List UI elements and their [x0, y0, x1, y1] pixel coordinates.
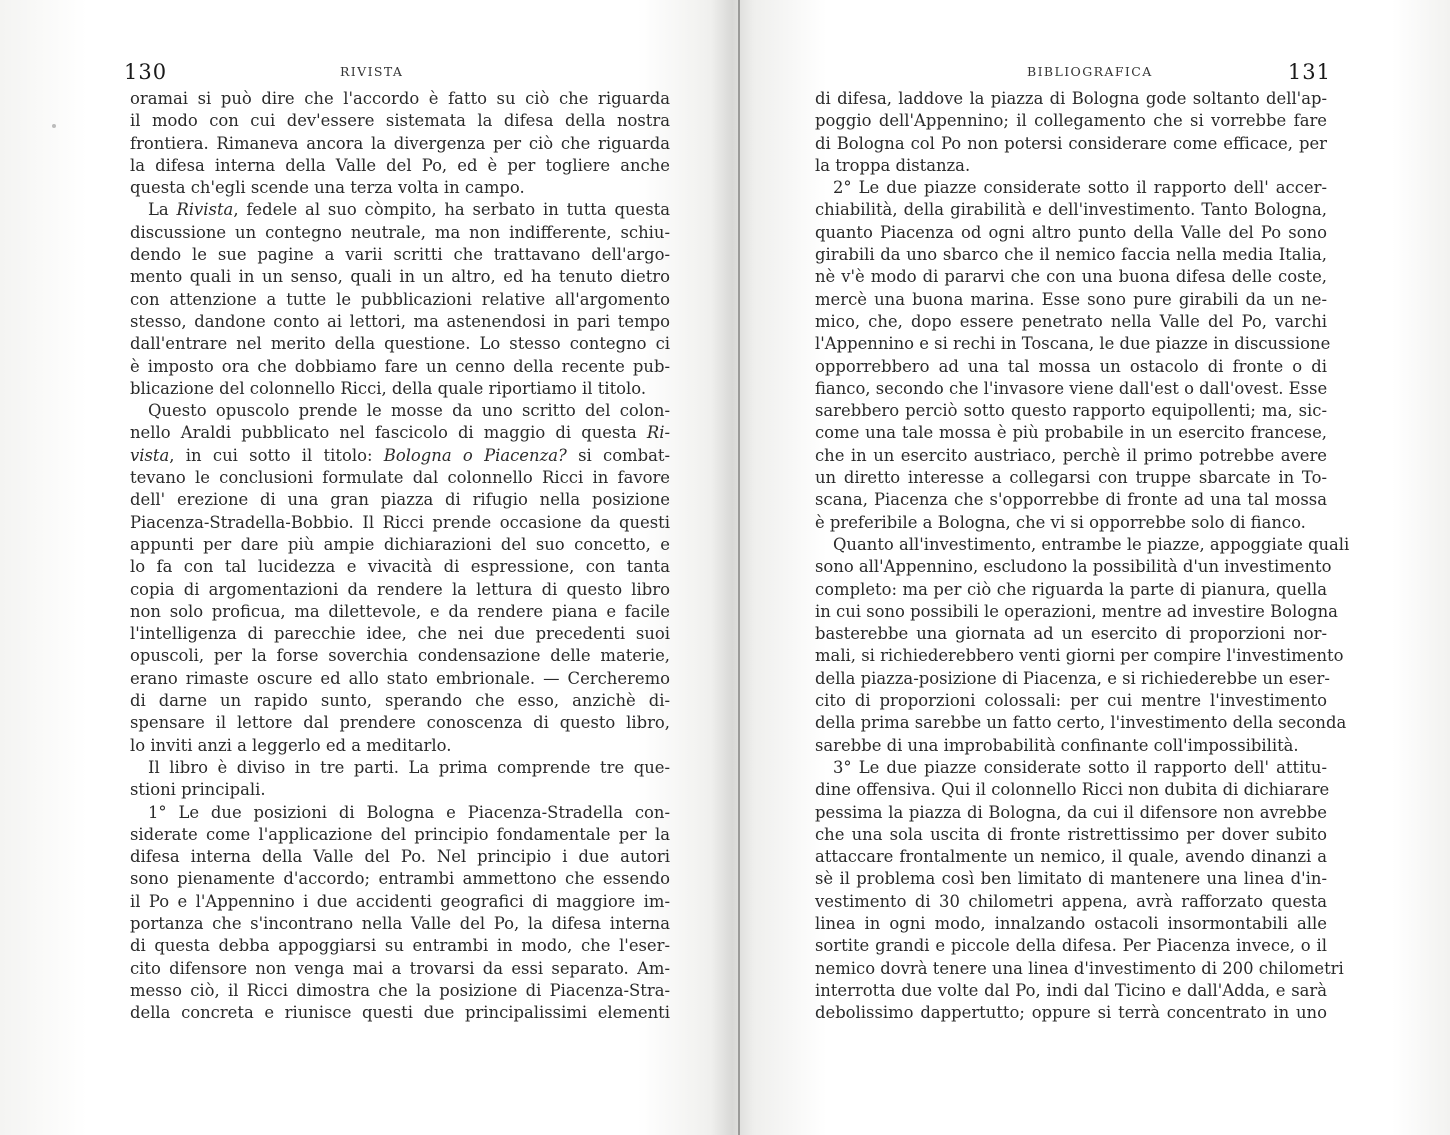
text-line: spensare il lettore dal prendere conoscenza di questo libro,	[130, 713, 670, 733]
right-page-header	[815, 60, 1331, 86]
text-line: La Rivista, fedele al suo còmpito, ha serbato in tutta questa	[148, 200, 670, 220]
text-line: attaccare frontalmente un nemico, il quale, avendo dinanzi a	[815, 847, 1327, 867]
text-line: dine offensiva. Qui il colonnello Ricci non dubita di dichiarare	[815, 780, 1330, 800]
text-line: copia di argomentazioni da rendere la lettura di questo libro	[130, 579, 670, 599]
text-line: come una tale mossa è più probabile in un esercito francese,	[815, 423, 1327, 443]
text-line: dell' erezione di una gran piazza di rifugio nella posizione	[130, 490, 670, 510]
left-page-header	[124, 60, 670, 86]
text-line: dall'entrare nel merito della questione. Lo stesso contegno ci	[130, 334, 670, 354]
text-line: in cui sono possibili le operazioni, mentre ad investire Bologna	[815, 601, 1338, 621]
text-line: è preferibile a Bologna, che vi si opporrebbe solo di fianco.	[815, 512, 1306, 532]
text-line: l'intelligenza di parecchie idee, che nei due precedenti suoi	[130, 624, 670, 644]
text-line: la difesa interna della Valle del Po, ed è per togliere anche	[130, 155, 670, 175]
paper-speck	[52, 124, 56, 128]
text-line: mico, che, dopo essere penetrato nella Valle del Po, varchi	[815, 311, 1327, 331]
text-line: completo: ma per ciò che riguarda la parte di pianura, quella	[815, 579, 1327, 599]
text-line: di questa debba appoggiarsi su entrambi in modo, che l'eser-	[130, 936, 670, 956]
text-line: di difesa, laddove la piazza di Bologna gode soltanto dell'ap-	[815, 89, 1327, 108]
text-line: messo ciò, il Ricci dimostra che la posizione di Piacenza-Stra-	[130, 980, 670, 1000]
text-line: un diretto interesse a collegarsi con truppe sbarcate in To-	[815, 468, 1327, 488]
text-line: questa ch'egli scende una terza volta in campo.	[130, 178, 525, 198]
text-line: difesa interna della Valle del Po. Nel principio i due autori	[130, 847, 670, 867]
text-line: nè v'è modo di pararvi che con una buona difesa delle coste,	[815, 267, 1327, 287]
text-line: interrotta due volte dal Po, indi dal Ticino e dall'Adda, e sarà	[815, 980, 1327, 1000]
text-line: debolissimo dappertutto; oppure si terrà concentrato in uno	[815, 1003, 1327, 1023]
text-line: della concreta e riunisce questi due principalissimi elementi	[130, 1003, 670, 1023]
text-line: lo inviti anzi a leggerlo ed a meditarlo.	[130, 735, 452, 755]
text-line: tevano le conclusioni formulate dal colonnello Ricci in favore	[130, 468, 670, 488]
text-line: mali, si richiederebbero venti giorni per compire l'investimento	[815, 646, 1344, 666]
text-line: opuscoli, per la forse soverchia condensazione delle materie,	[130, 646, 670, 666]
text-line: mercè una buona marina. Esse sono pure girabili da un ne-	[815, 289, 1327, 309]
text-line: portanza che s'incontrano nella Valle del Po, la difesa interna	[130, 913, 670, 933]
text-line: vestimento di 30 chilometri appena, avrà rafforzato questa	[815, 891, 1327, 911]
text-line: la troppa distanza.	[815, 155, 971, 175]
text-line: il modo con cui dev'essere sistemata la difesa della nostra	[130, 111, 670, 131]
left-page-number: 130	[124, 60, 168, 84]
text-line: basterebbe una giornata ad un esercito di proporzioni nor-	[815, 624, 1327, 644]
text-line: vista, in cui sotto il titolo: Bologna o Piacenza? si combat-	[130, 445, 670, 465]
text-line: Piacenza-Stradella-Bobbio. Il Ricci prende occasione da questi	[130, 512, 670, 532]
text-line: opporrebbero ad una tal mossa un ostacolo di fronte o di	[815, 356, 1327, 376]
text-line: cito difensore non venga mai a trovarsi da essi separato. Am-	[130, 958, 670, 978]
right-running-title: BIBLIOGRAFICA	[1027, 64, 1153, 79]
text-line: dendo le sue pagine a varii scritti che trattavano dell'argo-	[130, 245, 670, 265]
left-running-title: RIVISTA	[340, 64, 404, 79]
text-line: stesso, dandone conto ai lettori, ma astenendosi in pari tempo	[130, 311, 670, 331]
text-line: blicazione del colonnello Ricci, della quale riportiamo il titolo.	[130, 378, 647, 398]
text-line: sono all'Appennino, escludono la possibilità d'un investimento	[815, 557, 1332, 577]
text-line: sarebbe di una improbabilità confinante coll'impossibilità.	[815, 735, 1299, 755]
text-line: sarebbero perciò sotto questo rapporto equipollenti; ma, sic-	[815, 401, 1327, 421]
text-line: oramai si può dire che l'accordo è fatto su ciò che riguarda	[130, 89, 670, 108]
text-line: nemico dovrà tenere una linea d'investimento di 200 chilometri	[815, 958, 1344, 978]
text-line: mento quali in un senso, quali in un altro, ed ha tenuto dietro	[130, 267, 670, 287]
text-line: 1° Le due posizioni di Bologna e Piacenza-Stradella con-	[148, 802, 670, 822]
text-line: della prima sarebbe un fatto certo, l'investimento della seconda	[815, 713, 1347, 733]
text-line: pessima la piazza di Bologna, da cui il difensore non avrebbe	[815, 802, 1327, 822]
text-line: con attenzione a tutte le pubblicazioni relative all'argomento	[130, 289, 670, 309]
text-line: nello Araldi pubblicato nel fascicolo di maggio di questa Ri-	[130, 423, 670, 443]
text-line: cito di proporzioni colossali: per cui mentre l'investimento	[815, 691, 1327, 711]
text-line: poggio dell'Appennino; il collegamento che si vorrebbe fare	[815, 111, 1327, 131]
text-line: Il libro è diviso in tre parti. La prima comprende tre que-	[148, 757, 670, 777]
text-line: discussione un contegno neutrale, ma non indifferente, schiu-	[130, 222, 670, 242]
text-line: chiabilità, della girabilità e dell'investimento. Tanto Bologna,	[815, 200, 1327, 220]
text-line: stioni principali.	[130, 780, 266, 800]
text-line: non solo proficua, ma dilettevole, e da rendere piana e facile	[130, 601, 670, 621]
text-line: è imposto ora che dobbiamo fare un cenno della recente pub-	[130, 356, 670, 376]
text-line: Quanto all'investimento, entrambe le piazze, appoggiate quali	[833, 534, 1350, 554]
text-line: erano rimaste oscure ed allo stato embrionale. — Cercheremo	[130, 668, 670, 688]
right-page-text	[815, 88, 1350, 1024]
text-line: quanto Piacenza od ogni altro punto della Valle del Po sono	[815, 222, 1327, 242]
text-line: l'Appennino e si rechi in Toscana, le due piazze in discussione	[815, 334, 1331, 354]
text-line: sono pienamente d'accordo; entrambi ammettono che essendo	[130, 869, 670, 889]
text-line: appunti per dare più ampie dichiarazioni del suo concetto, e	[130, 534, 670, 554]
text-line: lo fa con tal lucidezza e vivacità di espressione, con tanta	[130, 557, 670, 577]
text-line: linea in ogni modo, innalzando ostacoli insormontabili alle	[815, 913, 1327, 933]
text-line: di darne un rapido sunto, sperando che esso, anzichè di-	[130, 691, 670, 711]
text-line: scana, Piacenza che s'opporrebbe di fronte ad una tal mossa	[815, 490, 1327, 510]
text-line: sè il problema così ben limitato di mantenere una linea d'in-	[815, 869, 1327, 889]
right-page-number: 131	[1287, 60, 1331, 84]
text-line: della piazza-posizione di Piacenza, e si richiederebbe un eser-	[815, 668, 1330, 688]
text-line: 2° Le due piazze considerate sotto il rapporto dell' accer-	[833, 178, 1327, 198]
text-line: 3° Le due piazze considerate sotto il rapporto dell' attitu-	[833, 757, 1327, 777]
text-line: di Bologna col Po non potersi considerare come efficace, per	[815, 133, 1327, 153]
text-line: girabili da uno sbarco che il nemico faccia nella media Italia,	[815, 245, 1327, 265]
text-line: che una sola uscita di fronte ristrettissimo per dover subito	[815, 824, 1327, 844]
text-line: che in un esercito austriaco, perchè il primo potrebbe avere	[815, 445, 1327, 465]
left-page-text	[130, 88, 670, 1024]
text-line: Questo opuscolo prende le mosse da uno scritto del colon-	[148, 401, 670, 421]
text-line: frontiera. Rimaneva ancora la divergenza per ciò che riguarda	[130, 133, 670, 153]
book-gutter	[738, 0, 740, 1135]
text-line: sortite grandi e piccole della difesa. Per Piacenza invece, o il	[815, 936, 1327, 956]
text-line: siderate come l'applicazione del principio fondamentale per la	[130, 824, 670, 844]
text-line: il Po e l'Appennino i due accidenti geografici di maggiore im-	[130, 891, 670, 911]
text-line: fianco, secondo che l'invasore viene dall'est o dall'ovest. Esse	[815, 378, 1328, 398]
